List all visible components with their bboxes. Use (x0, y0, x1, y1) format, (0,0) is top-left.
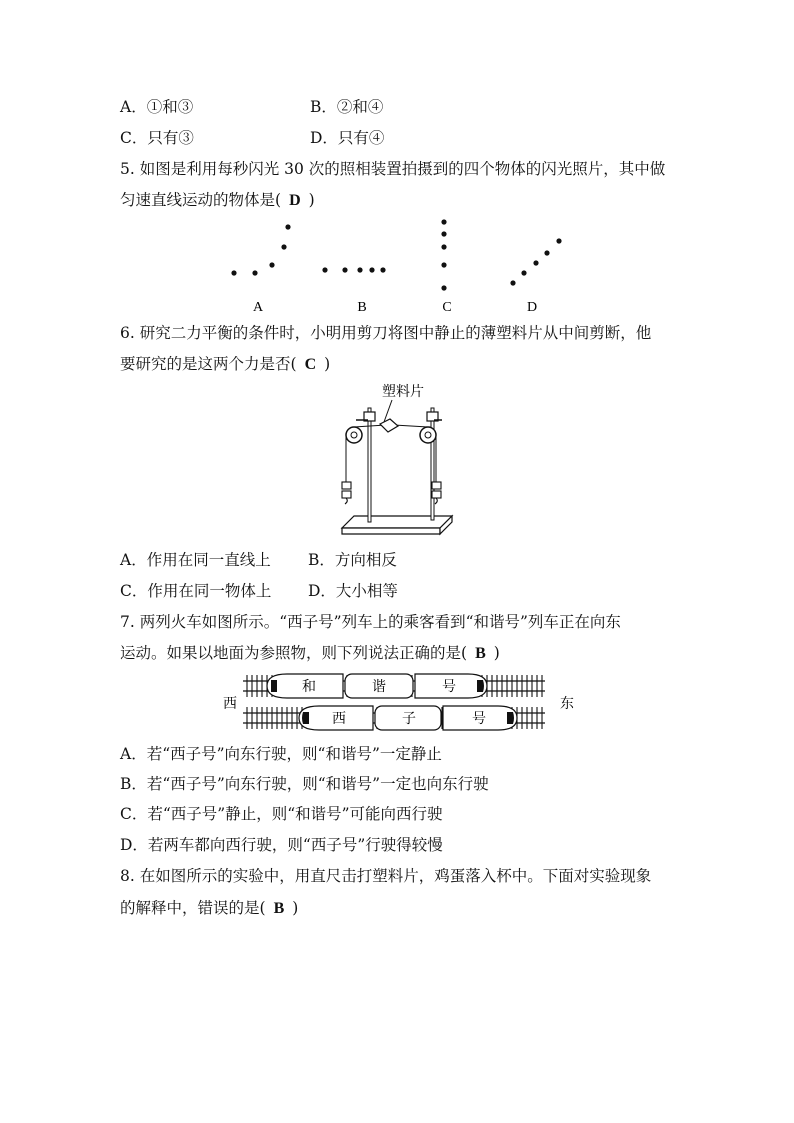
train-hexie (267, 674, 487, 698)
q6-option-a: A．作用在同一直线上 (120, 551, 271, 569)
q4-option-b: B．②和④ (310, 98, 384, 116)
photo-label-a: A (252, 300, 264, 315)
q5-answer: D (289, 192, 301, 209)
q8-paren: ) (292, 899, 299, 917)
q5-stem-line1: 5. 如图是利用每秒闪光 30 次的照相装置拍摄到的四个物体的闪光照片，其中做 (120, 160, 666, 178)
q6-stem-line2 (120, 353, 330, 376)
q8-answer: B (273, 900, 285, 917)
photo-label-d: D (526, 300, 538, 315)
train2-char3: 号 (472, 711, 486, 727)
photo-label-c: C (442, 300, 452, 315)
q6-option-b: B．方向相反 (308, 551, 397, 569)
q5-paren: ) (308, 191, 315, 209)
photo-a-dots (231, 224, 290, 275)
left-post (368, 408, 371, 522)
plastic-sheet-label: 塑料片 (382, 384, 424, 400)
q8-stem-text: 的解释中，错误的是( (120, 899, 266, 917)
photo-label-b: B (357, 300, 367, 315)
q4-option-d: D．只有④ (310, 129, 385, 147)
q4-option-a: A．①和③ (120, 98, 194, 116)
east-label: 东 (560, 696, 574, 712)
q7-option-a: A．若“西子号”向东行驶，则“和谐号”一定静止 (120, 745, 442, 763)
q5-stem-line2 (120, 189, 315, 212)
q7-stem-line1: 7. 两列火车如图所示。“西子号”列车上的乘客看到“和谐号”列车正在向东 (120, 613, 621, 631)
train1-char3: 号 (442, 679, 456, 695)
base-board-side (342, 528, 440, 534)
q8-stem-line2 (120, 897, 298, 920)
left-weights (342, 482, 351, 504)
q7-stem-line2 (120, 642, 500, 665)
q6-stem-text: 要研究的是这两个力是否( (120, 355, 297, 373)
q8-stem-line1: 8. 在如图所示的实验中，用直尺击打塑料片，鸡蛋落入杯中。下面对实验现象 (120, 867, 652, 885)
photo-c-dots (441, 219, 446, 290)
q6-balance-apparatus-figure (330, 378, 460, 540)
q7-option-c: C．若“西子号”静止，则“和谐号”可能向西行驶 (120, 805, 443, 823)
q7-stem-text: 运动。如果以地面为参照物，则下列说法正确的是( (120, 644, 468, 662)
train1-char2: 谐 (372, 679, 386, 695)
q7-option-d: D．若两车都向西行驶，则“西子号”行驶得较慢 (120, 836, 443, 854)
west-label: 西 (223, 696, 237, 712)
photo-d-dots (510, 238, 561, 285)
q5-stem-text: 匀速直线运动的物体是( (120, 191, 282, 209)
right-post (431, 408, 434, 520)
q7-trains-figure (215, 670, 585, 736)
q6-stem-line1: 6. 研究二力平衡的条件时，小明用剪刀将图中静止的薄塑料片从中间剪断，他 (120, 324, 652, 342)
plastic-sheet (380, 419, 398, 432)
label-pointer-line (384, 400, 392, 422)
q6-option-d: D．大小相等 (308, 582, 398, 600)
q5-flash-photo-figure (220, 215, 580, 320)
q6-option-c: C．作用在同一物体上 (120, 582, 272, 600)
q6-answer: C (304, 356, 317, 373)
q4-option-c: C．只有③ (120, 129, 194, 147)
base-board (342, 516, 452, 528)
q6-paren: ) (324, 355, 331, 373)
photo-b-dots (322, 267, 385, 272)
train-xizi (299, 706, 517, 730)
train2-char2: 子 (402, 711, 416, 727)
q7-option-b: B．若“西子号”向东行驶，则“和谐号”一定也向东行驶 (120, 775, 489, 793)
q7-paren: ) (493, 644, 500, 662)
q7-answer: B (475, 645, 486, 662)
train2-char1: 西 (332, 711, 346, 727)
train1-char1: 和 (302, 679, 316, 695)
